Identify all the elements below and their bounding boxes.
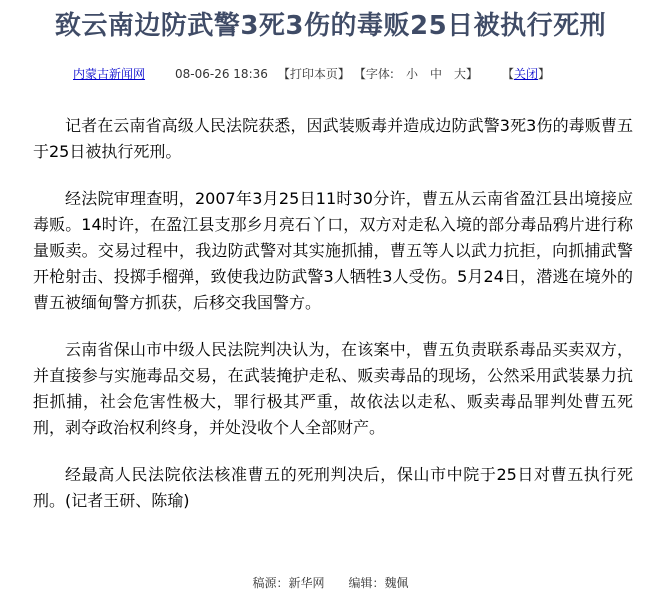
article-paragraph: 经最高人民法院依法核准曹五的死刑判决后，保山市中院于25日对曹五执行死刑。(记者王研、陈瑜) xyxy=(33,465,633,510)
source-value: 新华网 xyxy=(288,576,325,590)
article-footer xyxy=(0,575,661,591)
close-button[interactable]: 关闭 xyxy=(514,67,539,81)
close-bracket-close: 】 xyxy=(538,67,551,81)
font-size-large-option[interactable]: 大】 xyxy=(453,67,478,81)
article-paragraph: 云南省保山市中级人民法院判决认为，在该案中，曹五负责联系毒品买卖双方，并直接参与实施毒品交易，在武装掩护走私、贩卖毒品的现场，公然采用武装暴力抗拒抓捕，社会危害性极大，罪行极其严重，故依法以走私、贩卖毒品罪判处曹五死刑，剥夺政治权利终身，并处没收个人全部财产。 xyxy=(33,340,633,437)
print-page-button[interactable]: 【打印本页】 xyxy=(277,67,350,81)
article-paragraph: 记者在云南省高级人民法院获悉，因武装贩毒并造成边防武警3死3伤的毒贩曹五于25日被执行死刑。 xyxy=(33,116,633,161)
article-meta-bar xyxy=(73,66,633,82)
publish-date: 08-06-26 18:36 xyxy=(175,67,268,81)
editor-value: 魏佩 xyxy=(384,576,409,590)
editor-label: 编辑： xyxy=(348,576,385,590)
article-body xyxy=(33,113,633,535)
source-label: 稿源： xyxy=(252,576,289,590)
close-bracket-open: 【 xyxy=(508,67,515,81)
font-size-small-option[interactable]: 小 xyxy=(405,67,418,81)
article-paragraph: 经法院审理查明，2007年3月25日11时30分许，曹五从云南省盈江县出境接应毒贩。14时许，在盈江县支那乡月亮石丫口，双方对走私入境的部分毒品鸦片进行称量贩卖。交易过程中，我边防武警对其实施抓捕，曹五等人以武力抗拒，向抓捕武警开枪射击、投掷手榴弹，致使我边防武警3人牺牲3人受伤。5月24日，潜逃在境外的曹五被缅甸警方抓获，后移交我国警方。 xyxy=(33,189,633,312)
close-control xyxy=(508,67,550,81)
font-size-medium-option[interactable]: 中 xyxy=(429,67,442,81)
font-size-label: 【字体: xyxy=(359,67,394,81)
article-title: 致云南边防武警3死3伤的毒贩25日被执行死刑 xyxy=(54,11,607,41)
source-link[interactable]: 内蒙古新闻网 xyxy=(73,67,146,81)
font-size-selector xyxy=(360,67,478,81)
